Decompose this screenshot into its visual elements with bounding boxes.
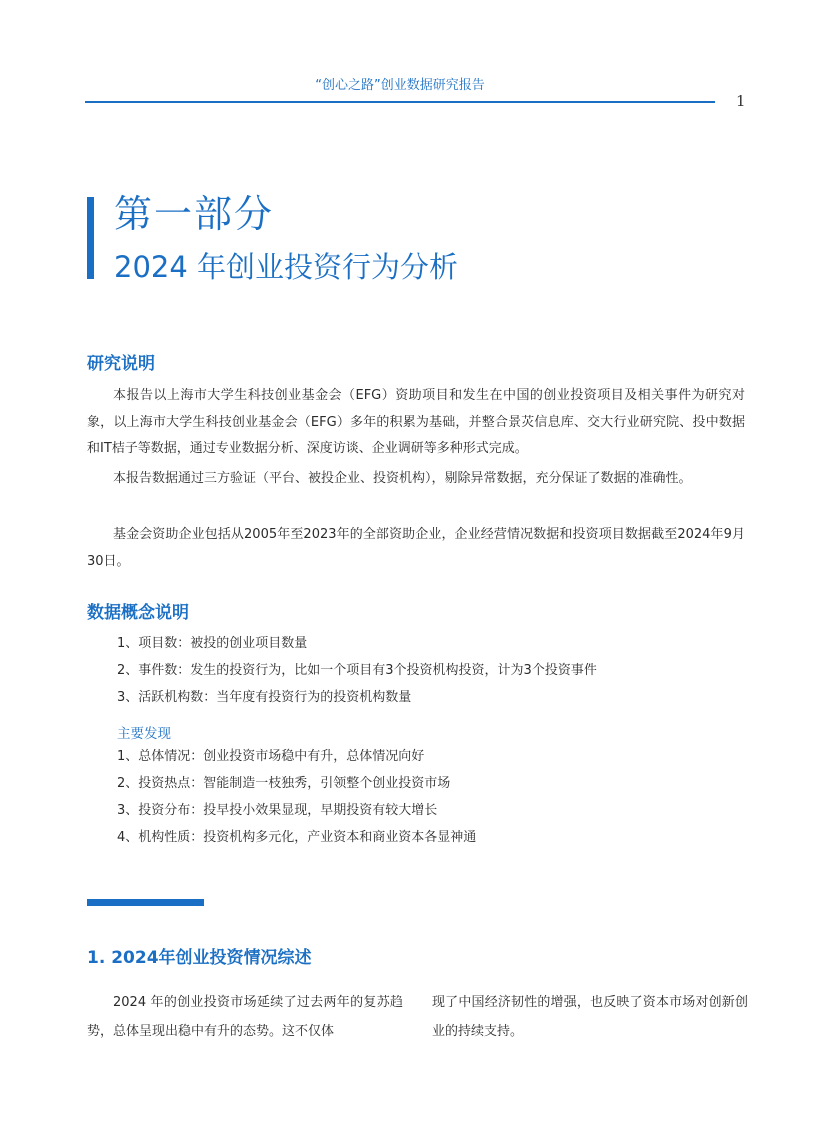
list-item: 4、机构性质：投资机构多元化，产业资本和商业资本各显神通 (117, 830, 477, 845)
chapter-accent-bar (87, 899, 204, 906)
data-concepts-list (117, 630, 597, 711)
data-concepts-heading: 数据概念说明 (87, 603, 189, 623)
page-number: 1 (736, 92, 746, 110)
research-note-paragraph-2: 本报告数据通过三方验证（平台、被投企业、投资机构），剔除异常数据，充分保证了数据的准确性。 (113, 471, 692, 486)
list-item: 2、事件数：发生的投资行为，比如一个项目有3个投资机构投资，计为3个投资事件 (117, 663, 597, 678)
header-rule (85, 101, 715, 103)
chapter-text-left-column: 2024 年的创业投资市场延续了过去两年的复苏趋势，总体呈现出稳中有升的态势。这不仅体 (87, 995, 403, 1039)
chapter-text-right-column: 现了中国经济韧性的增强，也反映了资本市场对创新创业的持续支持。 (432, 995, 748, 1039)
findings-list (117, 743, 476, 851)
chapter-heading: 1. 2024年创业投资情况综述 (87, 948, 312, 968)
list-item: 2、投资热点：智能制造一枝独秀，引领整个创业投资市场 (117, 776, 451, 791)
findings-heading: 主要发现 (117, 726, 171, 742)
part-title: 第一部分 (114, 192, 275, 236)
list-item: 1、项目数：被投的创业项目数量 (117, 636, 308, 651)
list-item: 3、活跃机构数：当年度有投资行为的投资机构数量 (117, 690, 412, 705)
research-note-heading: 研究说明 (87, 354, 155, 374)
part-accent-bar (87, 197, 94, 279)
list-item: 3、投资分布：投早投小效果显现，早期投资有较大增长 (117, 803, 438, 818)
research-note-paragraph-3: 基金会资助企业包括从2005年至2023年的全部资助企业，企业经营情况数据和投资项目数据截至2024年9月30日。 (87, 527, 745, 569)
research-note-paragraph-1: 本报告以上海市大学生科技创业基金会（EFG）资助项目和发生在中国的创业投资项目及相关事件为研究对象，以上海市大学生科技创业基金会（EFG）多年的积累为基础，并整合景苂信息库、交大行业研究院、投中数据和IT桔子等数据，通过专业数据分析、深度访谈、企业调研等多种形式完成。 (87, 388, 745, 456)
part-subtitle: 2024 年创业投资行为分析 (114, 250, 459, 284)
running-header-title: “创心之路”创业数据研究报告 (315, 78, 485, 93)
list-item: 1、总体情况：创业投资市场稳中有升，总体情况向好 (117, 749, 425, 764)
